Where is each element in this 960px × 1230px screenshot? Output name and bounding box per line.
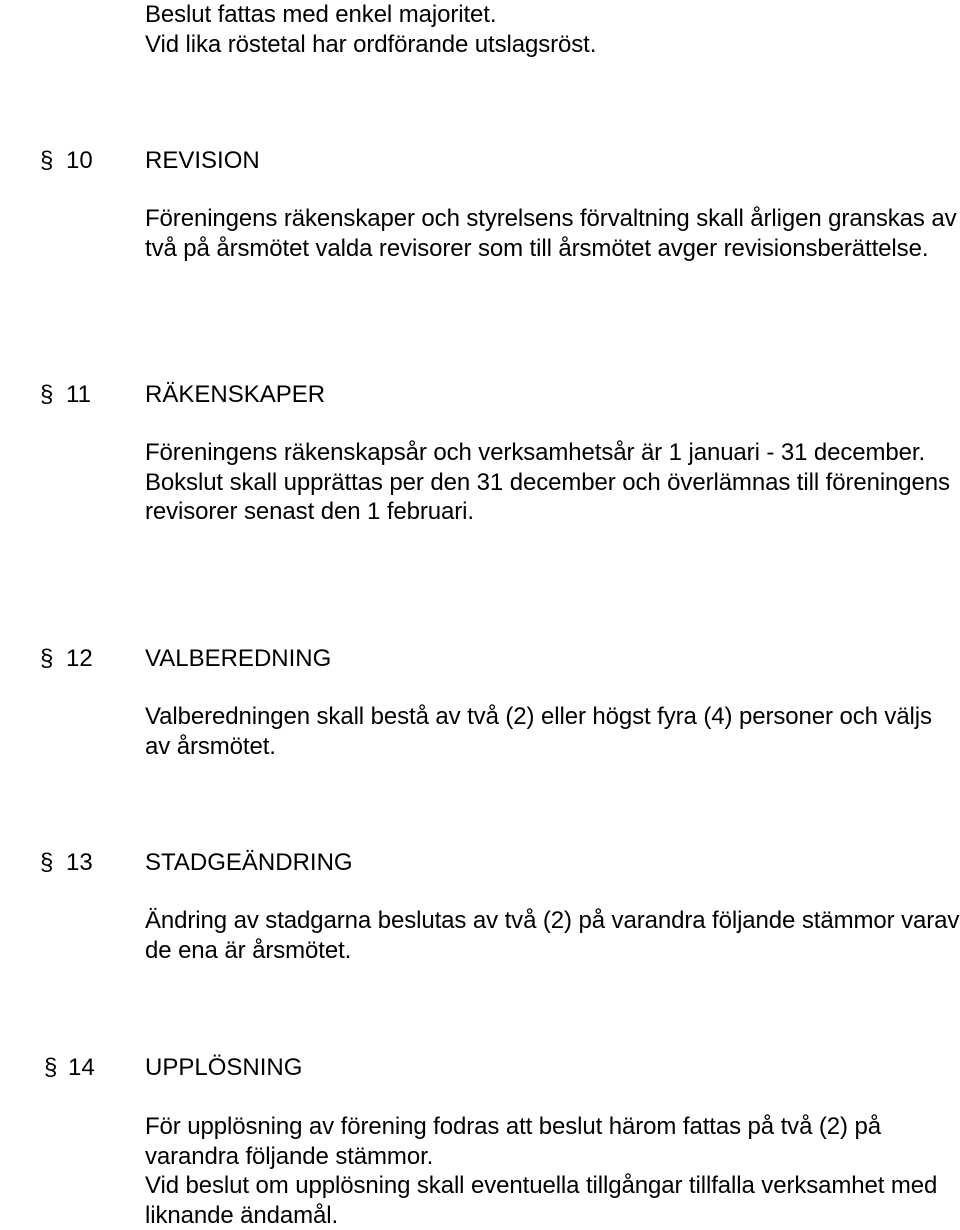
intro-line: Beslut fattas med enkel majoritet. [145, 1, 497, 28]
section-paragraph: Föreningens räkenskapsår och verksamhetsår är 1 januari - 31 december. [145, 439, 926, 466]
intro-line: Vid lika röstetal har ordförande utslagsröst. [145, 31, 597, 58]
section-number: 13 [66, 849, 93, 876]
section-sign-icon: § [40, 381, 54, 408]
section-paragraph: För upplösning av förening fodras att beslut härom fattas på två (2) på varandra följande stämmor. [145, 1113, 881, 1170]
section-paragraph: Valberedningen skall bestå av två (2) eller högst fyra (4) personer och väljs av årsmötet. [145, 703, 932, 760]
section-number: 12 [66, 645, 93, 672]
section-body [145, 1112, 960, 1230]
section-sign-icon: § [44, 1054, 58, 1081]
section-number: 14 [68, 1054, 95, 1081]
section-paragraph: Ändring av stadgarna beslutas av två (2) på varandra följande stämmor varav de ena är årsmötet. [145, 907, 960, 964]
section-body [145, 906, 960, 965]
section-body [145, 702, 960, 761]
section-paragraph: Vid beslut om upplösning skall eventuella tillgångar tillfalla verksamhet med liknande ändamål. [145, 1172, 938, 1229]
section-paragraph: Föreningens räkenskaper och styrelsens förvaltning skall årligen granskas av två på årsmötet valda revisorer som till årsmötet avger revisionsberättelse. [145, 205, 957, 262]
section-paragraph: Bokslut skall upprättas per den 31 december och överlämnas till föreningens revisorer senast den 1 februari. [145, 468, 950, 525]
section-body [145, 438, 960, 527]
section-title: STADGEÄNDRING [145, 849, 353, 876]
section-sign-icon: § [40, 645, 54, 672]
section-title: VALBEREDNING [145, 645, 332, 672]
section-title: RÄKENSKAPER [145, 381, 326, 408]
section-sign-icon: § [40, 147, 54, 174]
section-title: UPPLÖSNING [145, 1054, 303, 1081]
section-number: 11 [66, 381, 91, 408]
section-number: 10 [66, 147, 93, 174]
section-sign-icon: § [40, 849, 54, 876]
section-title: REVISION [145, 147, 260, 174]
section-body [145, 204, 960, 263]
